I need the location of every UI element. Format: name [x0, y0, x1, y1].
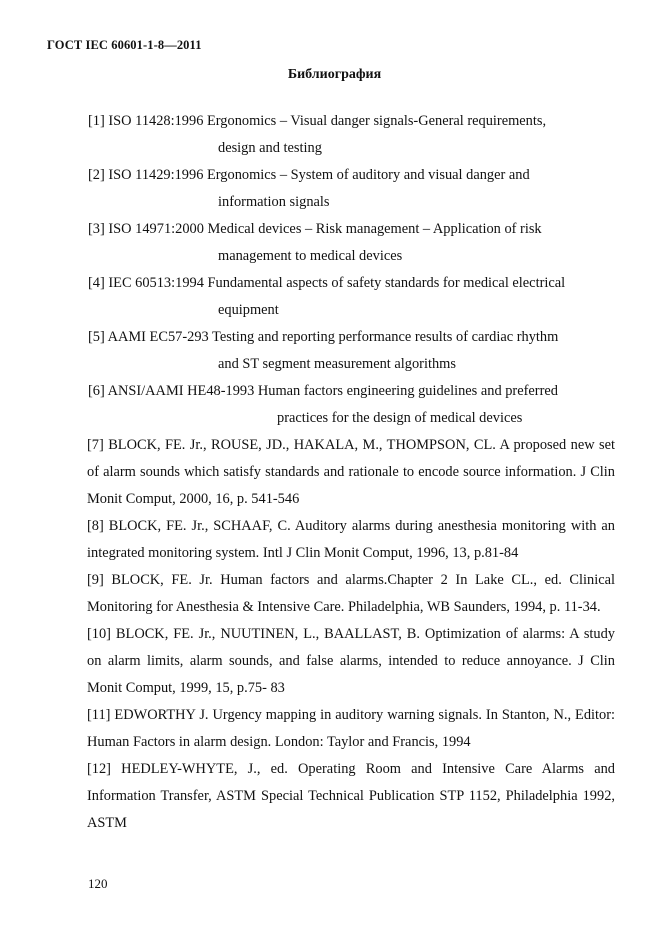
bibliography-entry: [9] BLOCK, FE. Jr. Human factors and alarms.Chapter 2 In Lake CL., ed. Clinical Monitoring for Anesthesia & Intensive Care. Philadelphia, WB Saunders, 1994, p. 11‑34. [87, 572, 615, 615]
bibliography-entry [88, 216, 615, 270]
entry-line: [4] IEC 60513:1994 Fundamental aspects of safety standards for medical electrical [88, 275, 566, 291]
bibliography-entry [88, 108, 615, 162]
page-number: 120 [88, 876, 108, 891]
entry-continuation: equipment [218, 302, 279, 318]
document-header: ГОСТ IEC 60601-1-8—2011 [47, 38, 202, 52]
entry-line: [3] ISO 14971:2000 Medical devices – Risk management – Application of risk [88, 221, 542, 237]
entry-continuation: information signals [218, 194, 330, 210]
entry-continuation: management to medical devices [218, 248, 403, 264]
entry-continuation: practices for the design of medical devices [277, 410, 523, 426]
bibliography-entry: [10] BLOCK, FE. Jr., NUUTINEN, L., BAALLAST, B. Optimization of alarms: A study on alarm limits, alarm sounds, and false alarms, intended to reduce annoyance. J Clin Monit Comput, 1999, 15, p.75‑ 83 [87, 626, 615, 696]
bibliography-entry: [7] BLOCK, FE. Jr., ROUSE, JD., HAKALA, M., THOMPSON, CL. A proposed new set of alarm sounds which satisfy standards and rationale to encode source information. J Clin Monit Comput, 2000, 16, p. 541‑546 [87, 437, 615, 507]
entry-line: [2] ISO 11429:1996 Ergonomics – System of auditory and visual danger and [88, 167, 530, 183]
bibliography-entry [88, 270, 615, 324]
section-title: Библиография [287, 67, 382, 82]
entry-line: [6] ANSI/AAMI HE48-1993 Human factors engineering guidelines and preferred [88, 383, 558, 399]
bibliography-entry [88, 378, 615, 432]
entry-continuation: and ST segment measurement algorithms [218, 356, 456, 372]
entry-line: [5] AAMI EC57-293 Testing and reporting performance results of cardiac rhythm [88, 329, 559, 345]
bibliography-list [88, 108, 615, 837]
entry-continuation: design and testing [218, 140, 322, 156]
bibliography-entry: [11] EDWORTHY J. Urgency mapping in auditory warning signals. In Stanton, N., Editor: Human Factors in alarm design. London: Taylor and Francis, 1994 [87, 707, 615, 750]
bibliography-entry: [12] HEDLEY-WHYTE, J., ed. Operating Room and Intensive Care Alarms and Information Transfer, ASTM Special Technical Publication STP 1152, Philadelphia 1992, ASTM [87, 761, 615, 831]
bibliography-entry: [8] BLOCK, FE. Jr., SCHAAF, C. Auditory alarms during anesthesia monitoring with an integrated monitoring system. Intl J Clin Monit Comput, 1996, 13, p.81‑84 [87, 518, 615, 561]
bibliography-entry [88, 162, 615, 216]
bibliography-entry [88, 324, 615, 378]
entry-line: [1] ISO 11428:1996 Ergonomics – Visual danger signals-General requirements, [88, 113, 547, 129]
